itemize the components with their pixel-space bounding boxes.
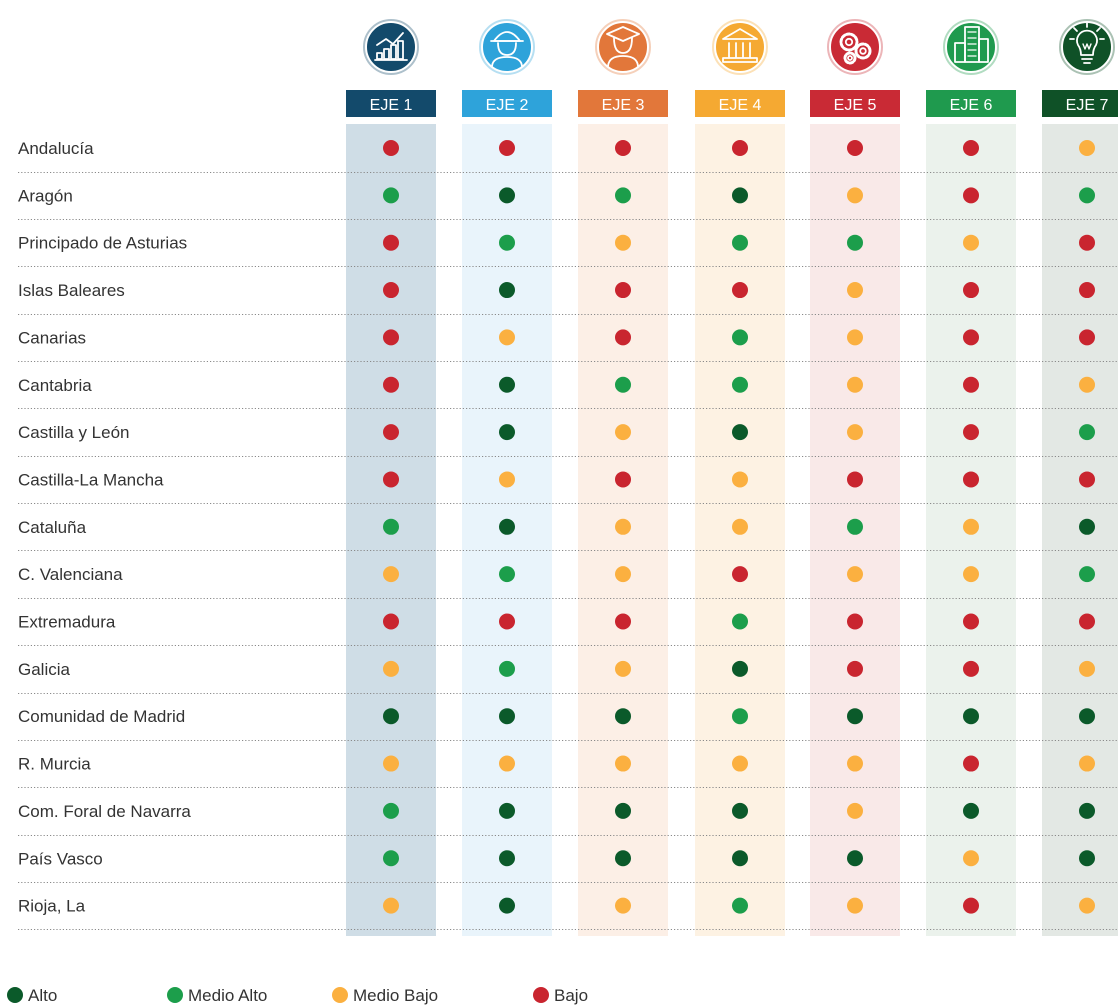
level-dot xyxy=(732,850,748,866)
level-dot xyxy=(615,661,631,677)
legend-swatch xyxy=(167,987,183,1003)
level-dot xyxy=(1079,519,1095,535)
gears-icon xyxy=(828,20,882,74)
icon-circle xyxy=(1062,22,1112,72)
level-dot xyxy=(499,140,515,156)
column-header xyxy=(462,20,552,117)
level-dot xyxy=(732,519,748,535)
level-dot xyxy=(499,471,515,487)
level-dot xyxy=(847,471,863,487)
level-dot xyxy=(615,898,631,914)
level-dot xyxy=(1079,661,1095,677)
construction-worker-icon xyxy=(480,20,534,74)
column-label: EJE 4 xyxy=(718,97,762,114)
level-dot xyxy=(1079,614,1095,630)
level-dot xyxy=(383,566,399,582)
level-dot xyxy=(499,614,515,630)
legend-item xyxy=(167,986,267,1005)
level-dot xyxy=(383,424,399,440)
level-dot xyxy=(499,708,515,724)
level-dot xyxy=(847,519,863,535)
level-dot xyxy=(847,187,863,203)
column-header xyxy=(810,20,900,117)
legend-label: Medio Bajo xyxy=(353,986,439,1005)
level-dot xyxy=(615,471,631,487)
level-dot xyxy=(499,235,515,251)
level-dot xyxy=(732,661,748,677)
level-dot xyxy=(963,424,979,440)
level-dot xyxy=(847,850,863,866)
region-label: Galicia xyxy=(18,659,70,679)
column-header xyxy=(926,20,1016,117)
level-dot xyxy=(615,519,631,535)
level-dot xyxy=(963,661,979,677)
level-dot xyxy=(847,898,863,914)
level-dot xyxy=(963,898,979,914)
level-dot xyxy=(847,329,863,345)
level-dot xyxy=(1079,282,1095,298)
level-dot xyxy=(499,850,515,866)
level-dot xyxy=(732,756,748,772)
chart-growth-icon xyxy=(364,20,418,74)
level-dot xyxy=(383,377,399,393)
level-dot xyxy=(499,898,515,914)
level-dot xyxy=(847,424,863,440)
region-label: País Vasco xyxy=(18,849,103,869)
level-dot xyxy=(732,471,748,487)
region-label: Castilla y León xyxy=(18,423,130,443)
level-dot xyxy=(847,756,863,772)
level-dot xyxy=(499,566,515,582)
level-dot xyxy=(1079,424,1095,440)
level-dot xyxy=(1079,140,1095,156)
legend-swatch xyxy=(533,987,549,1003)
level-dot xyxy=(732,566,748,582)
level-dot xyxy=(963,803,979,819)
column-header xyxy=(346,20,436,117)
level-dot xyxy=(847,282,863,298)
level-dot xyxy=(963,282,979,298)
column-label: EJE 2 xyxy=(485,97,529,114)
level-dot xyxy=(847,235,863,251)
level-dot xyxy=(732,898,748,914)
region-label: Islas Baleares xyxy=(18,281,125,301)
level-dot xyxy=(847,377,863,393)
level-dot xyxy=(383,756,399,772)
level-dot xyxy=(499,377,515,393)
column-label: EJE 7 xyxy=(1065,97,1109,114)
level-dot xyxy=(1079,566,1095,582)
icon-circle xyxy=(598,22,648,72)
level-dot xyxy=(1079,803,1095,819)
level-dot xyxy=(615,708,631,724)
level-dot xyxy=(847,661,863,677)
level-dot xyxy=(615,282,631,298)
region-label: R. Murcia xyxy=(18,754,91,774)
region-label: Canarias xyxy=(18,328,87,348)
level-dot xyxy=(963,471,979,487)
region-label: Cataluña xyxy=(18,517,87,537)
column-label: EJE 6 xyxy=(949,97,993,114)
column-header xyxy=(695,20,785,117)
legend-label: Medio Alto xyxy=(188,986,268,1005)
level-dot xyxy=(1079,471,1095,487)
level-dot xyxy=(732,803,748,819)
legend-swatch xyxy=(332,987,348,1003)
legend-item xyxy=(332,986,438,1005)
region-label: Comunidad de Madrid xyxy=(18,707,186,727)
level-dot xyxy=(732,140,748,156)
level-dot xyxy=(732,377,748,393)
level-dot xyxy=(383,187,399,203)
level-dot xyxy=(732,282,748,298)
level-dot xyxy=(963,566,979,582)
lightbulb-idea-icon xyxy=(1060,20,1114,74)
level-dot xyxy=(963,140,979,156)
level-dot xyxy=(615,377,631,393)
level-dot xyxy=(499,329,515,345)
level-dot xyxy=(963,756,979,772)
level-dot xyxy=(1079,850,1095,866)
institution-building-icon xyxy=(713,20,767,74)
level-dot xyxy=(615,614,631,630)
level-dot xyxy=(963,519,979,535)
level-dot xyxy=(499,424,515,440)
region-label: C. Valenciana xyxy=(18,565,123,585)
level-dot xyxy=(383,708,399,724)
level-dot xyxy=(847,140,863,156)
level-dot xyxy=(732,614,748,630)
graduate-icon xyxy=(596,20,650,74)
level-dot xyxy=(615,803,631,819)
level-dot xyxy=(963,614,979,630)
level-dot xyxy=(732,187,748,203)
level-dot xyxy=(1079,235,1095,251)
level-dot xyxy=(615,140,631,156)
level-dot xyxy=(383,519,399,535)
level-dot xyxy=(963,329,979,345)
level-dot xyxy=(1079,187,1095,203)
level-dot xyxy=(383,661,399,677)
region-label: Aragón xyxy=(18,186,73,206)
level-dot xyxy=(847,803,863,819)
level-dot xyxy=(732,424,748,440)
level-dot xyxy=(383,803,399,819)
level-dot xyxy=(1079,377,1095,393)
level-dot xyxy=(963,187,979,203)
column-header xyxy=(1042,20,1118,117)
legend-label: Alto xyxy=(28,986,58,1005)
level-dot xyxy=(615,235,631,251)
level-dot xyxy=(499,187,515,203)
level-dot xyxy=(1079,756,1095,772)
legend-label: Bajo xyxy=(554,986,589,1005)
legend-swatch xyxy=(7,987,23,1003)
level-dot xyxy=(847,566,863,582)
column-header xyxy=(578,20,668,117)
level-dot xyxy=(615,329,631,345)
level-dot xyxy=(499,803,515,819)
region-label: Andalucía xyxy=(18,139,94,158)
level-dot xyxy=(383,850,399,866)
level-dot xyxy=(383,282,399,298)
region-label: Cantabria xyxy=(18,375,92,395)
region-label: Com. Foral de Navarra xyxy=(18,801,191,821)
level-dot xyxy=(1079,329,1095,345)
level-dot xyxy=(383,471,399,487)
column-label: EJE 3 xyxy=(601,97,645,114)
level-dot xyxy=(732,235,748,251)
icon-circle xyxy=(482,22,532,72)
level-dot xyxy=(847,614,863,630)
level-dot xyxy=(383,898,399,914)
level-dot xyxy=(383,235,399,251)
level-dot xyxy=(732,329,748,345)
level-dot xyxy=(383,614,399,630)
level-dot xyxy=(1079,898,1095,914)
level-dot xyxy=(615,850,631,866)
level-dot xyxy=(732,708,748,724)
level-dot xyxy=(383,140,399,156)
level-dot xyxy=(963,708,979,724)
region-label: Extremadura xyxy=(18,612,116,632)
level-dot xyxy=(499,282,515,298)
office-buildings-icon xyxy=(944,20,998,74)
column-label: EJE 5 xyxy=(833,97,877,114)
level-dot xyxy=(963,235,979,251)
level-dot xyxy=(615,424,631,440)
level-dot xyxy=(847,708,863,724)
level-dot xyxy=(963,377,979,393)
region-label: Rioja, La xyxy=(18,896,86,916)
legend-item xyxy=(533,986,588,1005)
level-dot xyxy=(499,661,515,677)
level-dot xyxy=(499,756,515,772)
level-dot xyxy=(499,519,515,535)
level-dot xyxy=(963,850,979,866)
level-dot xyxy=(1079,708,1095,724)
region-label: Castilla-La Mancha xyxy=(18,470,164,490)
legend-item xyxy=(7,986,57,1005)
level-dot xyxy=(615,187,631,203)
level-dot xyxy=(615,566,631,582)
level-dot xyxy=(383,329,399,345)
column-label: EJE 1 xyxy=(369,97,413,114)
level-dot xyxy=(615,756,631,772)
region-label: Principado de Asturias xyxy=(18,233,188,253)
